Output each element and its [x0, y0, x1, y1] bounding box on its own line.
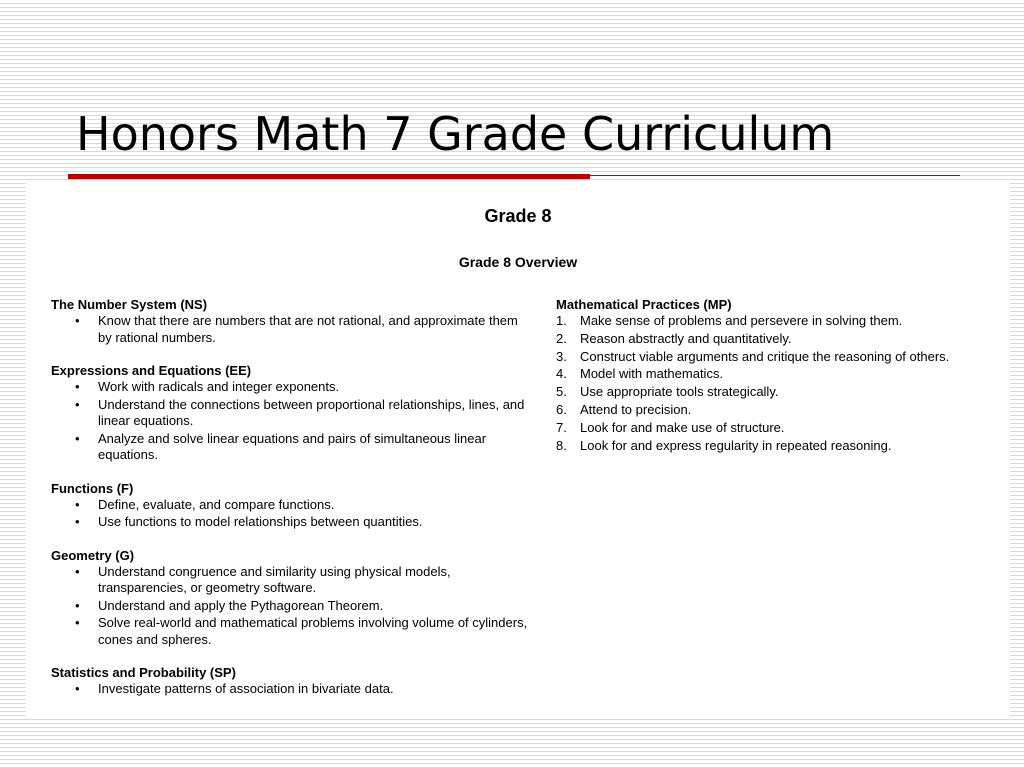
list-item [51, 564, 531, 597]
document-heading: Grade 8 [484, 206, 552, 226]
bullet-icon: • [75, 514, 80, 529]
domain-title: The Number System (NS) [51, 297, 208, 312]
document-subheading: Grade 8 Overview [458, 254, 578, 270]
practices-list [556, 313, 1001, 454]
domain-statistics-probability [51, 664, 531, 698]
list-item-text: Model with mathematics. [580, 366, 724, 382]
list-item-text: Reason abstractly and quantitatively. [580, 330, 792, 346]
list-item-text: Make sense of problems and persevere in solving them. [580, 313, 903, 328]
list-item-text: Work with radicals and integer exponents. [98, 379, 340, 394]
domain-list [51, 564, 531, 649]
list-item-text: Use functions to model relationships between quantities. [98, 514, 423, 529]
practices-title: Mathematical Practices (MP) [556, 297, 732, 312]
list-item [51, 615, 531, 648]
list-item [51, 431, 531, 464]
domain-title: Geometry (G) [51, 547, 135, 563]
item-number: 6. [556, 401, 567, 417]
domain-title: Expressions and Equations (EE) [51, 363, 252, 378]
curriculum-document [26, 180, 1010, 718]
list-item-text: Construct viable arguments and critique the reasoning of others. [580, 348, 950, 364]
bullet-icon: • [75, 615, 80, 630]
list-item-text: Understand congruence and similarity using physical models, transparencies, or geometry software. [98, 563, 451, 595]
list-item [51, 681, 531, 698]
list-item [556, 349, 1001, 366]
list-item-text: Analyze and solve linear equations and pairs of simultaneous linear equations. [98, 430, 487, 462]
list-item [556, 402, 1001, 419]
item-number: 2. [556, 330, 567, 346]
domain-title: Functions (F) [51, 480, 134, 496]
bullet-icon: • [75, 681, 80, 696]
title-underline-thin [590, 175, 960, 176]
bullet-icon: • [75, 396, 80, 412]
item-number: 7. [556, 419, 567, 435]
list-item [51, 497, 531, 514]
item-number: 5. [556, 384, 567, 400]
bullet-icon: • [75, 313, 80, 328]
list-item-text: Understand and apply the Pythagorean Theorem. [98, 597, 384, 613]
slide-title: Honors Math 7 Grade Curriculum [76, 107, 835, 161]
list-item [556, 420, 1001, 437]
bullet-icon: • [75, 430, 80, 446]
title-underline-accent [68, 174, 590, 179]
bullet-icon: • [75, 597, 80, 613]
list-item [51, 397, 531, 430]
item-number: 8. [556, 437, 567, 453]
bullet-icon: • [75, 496, 80, 512]
bullet-icon: • [75, 563, 80, 579]
list-item-text: Solve real-world and mathematical problems involving volume of cylinders, cones and spheres. [98, 615, 528, 647]
domains-column [51, 296, 531, 714]
item-number: 4. [556, 366, 567, 382]
list-item-text: Look for and express regularity in repeated reasoning. [580, 437, 892, 453]
list-item [556, 366, 1001, 383]
domain-number-system [51, 296, 531, 346]
item-number: 3. [556, 348, 567, 364]
list-item-text: Look for and make use of structure. [580, 419, 785, 435]
domain-list [51, 681, 531, 698]
list-item [556, 384, 1001, 401]
domain-geometry [51, 547, 531, 649]
practices-column [556, 296, 1001, 470]
bullet-icon: • [75, 379, 80, 394]
mathematical-practices [556, 296, 1001, 454]
domain-list [51, 313, 531, 346]
list-item [556, 438, 1001, 455]
domain-functions [51, 480, 531, 531]
list-item [51, 514, 531, 531]
list-item-text: Use appropriate tools strategically. [580, 384, 779, 400]
list-item-text: Define, evaluate, and compare functions. [98, 496, 335, 512]
list-item-text: Attend to precision. [580, 401, 692, 417]
domain-title: Statistics and Probability (SP) [51, 665, 236, 680]
domain-list [51, 497, 531, 531]
list-item [51, 379, 531, 396]
list-item [556, 331, 1001, 348]
domain-list [51, 379, 531, 464]
list-item [51, 313, 531, 346]
list-item-text: Know that there are numbers that are not rational, and approximate them by rational numbers. [98, 313, 518, 345]
domain-expressions-equations [51, 362, 531, 464]
list-item-text: Investigate patterns of association in bivariate data. [98, 681, 394, 696]
list-item [51, 598, 531, 615]
list-item [556, 313, 1001, 330]
list-item-text: Understand the connections between proportional relationships, lines, and linear equations. [98, 396, 525, 428]
item-number: 1. [556, 313, 567, 328]
